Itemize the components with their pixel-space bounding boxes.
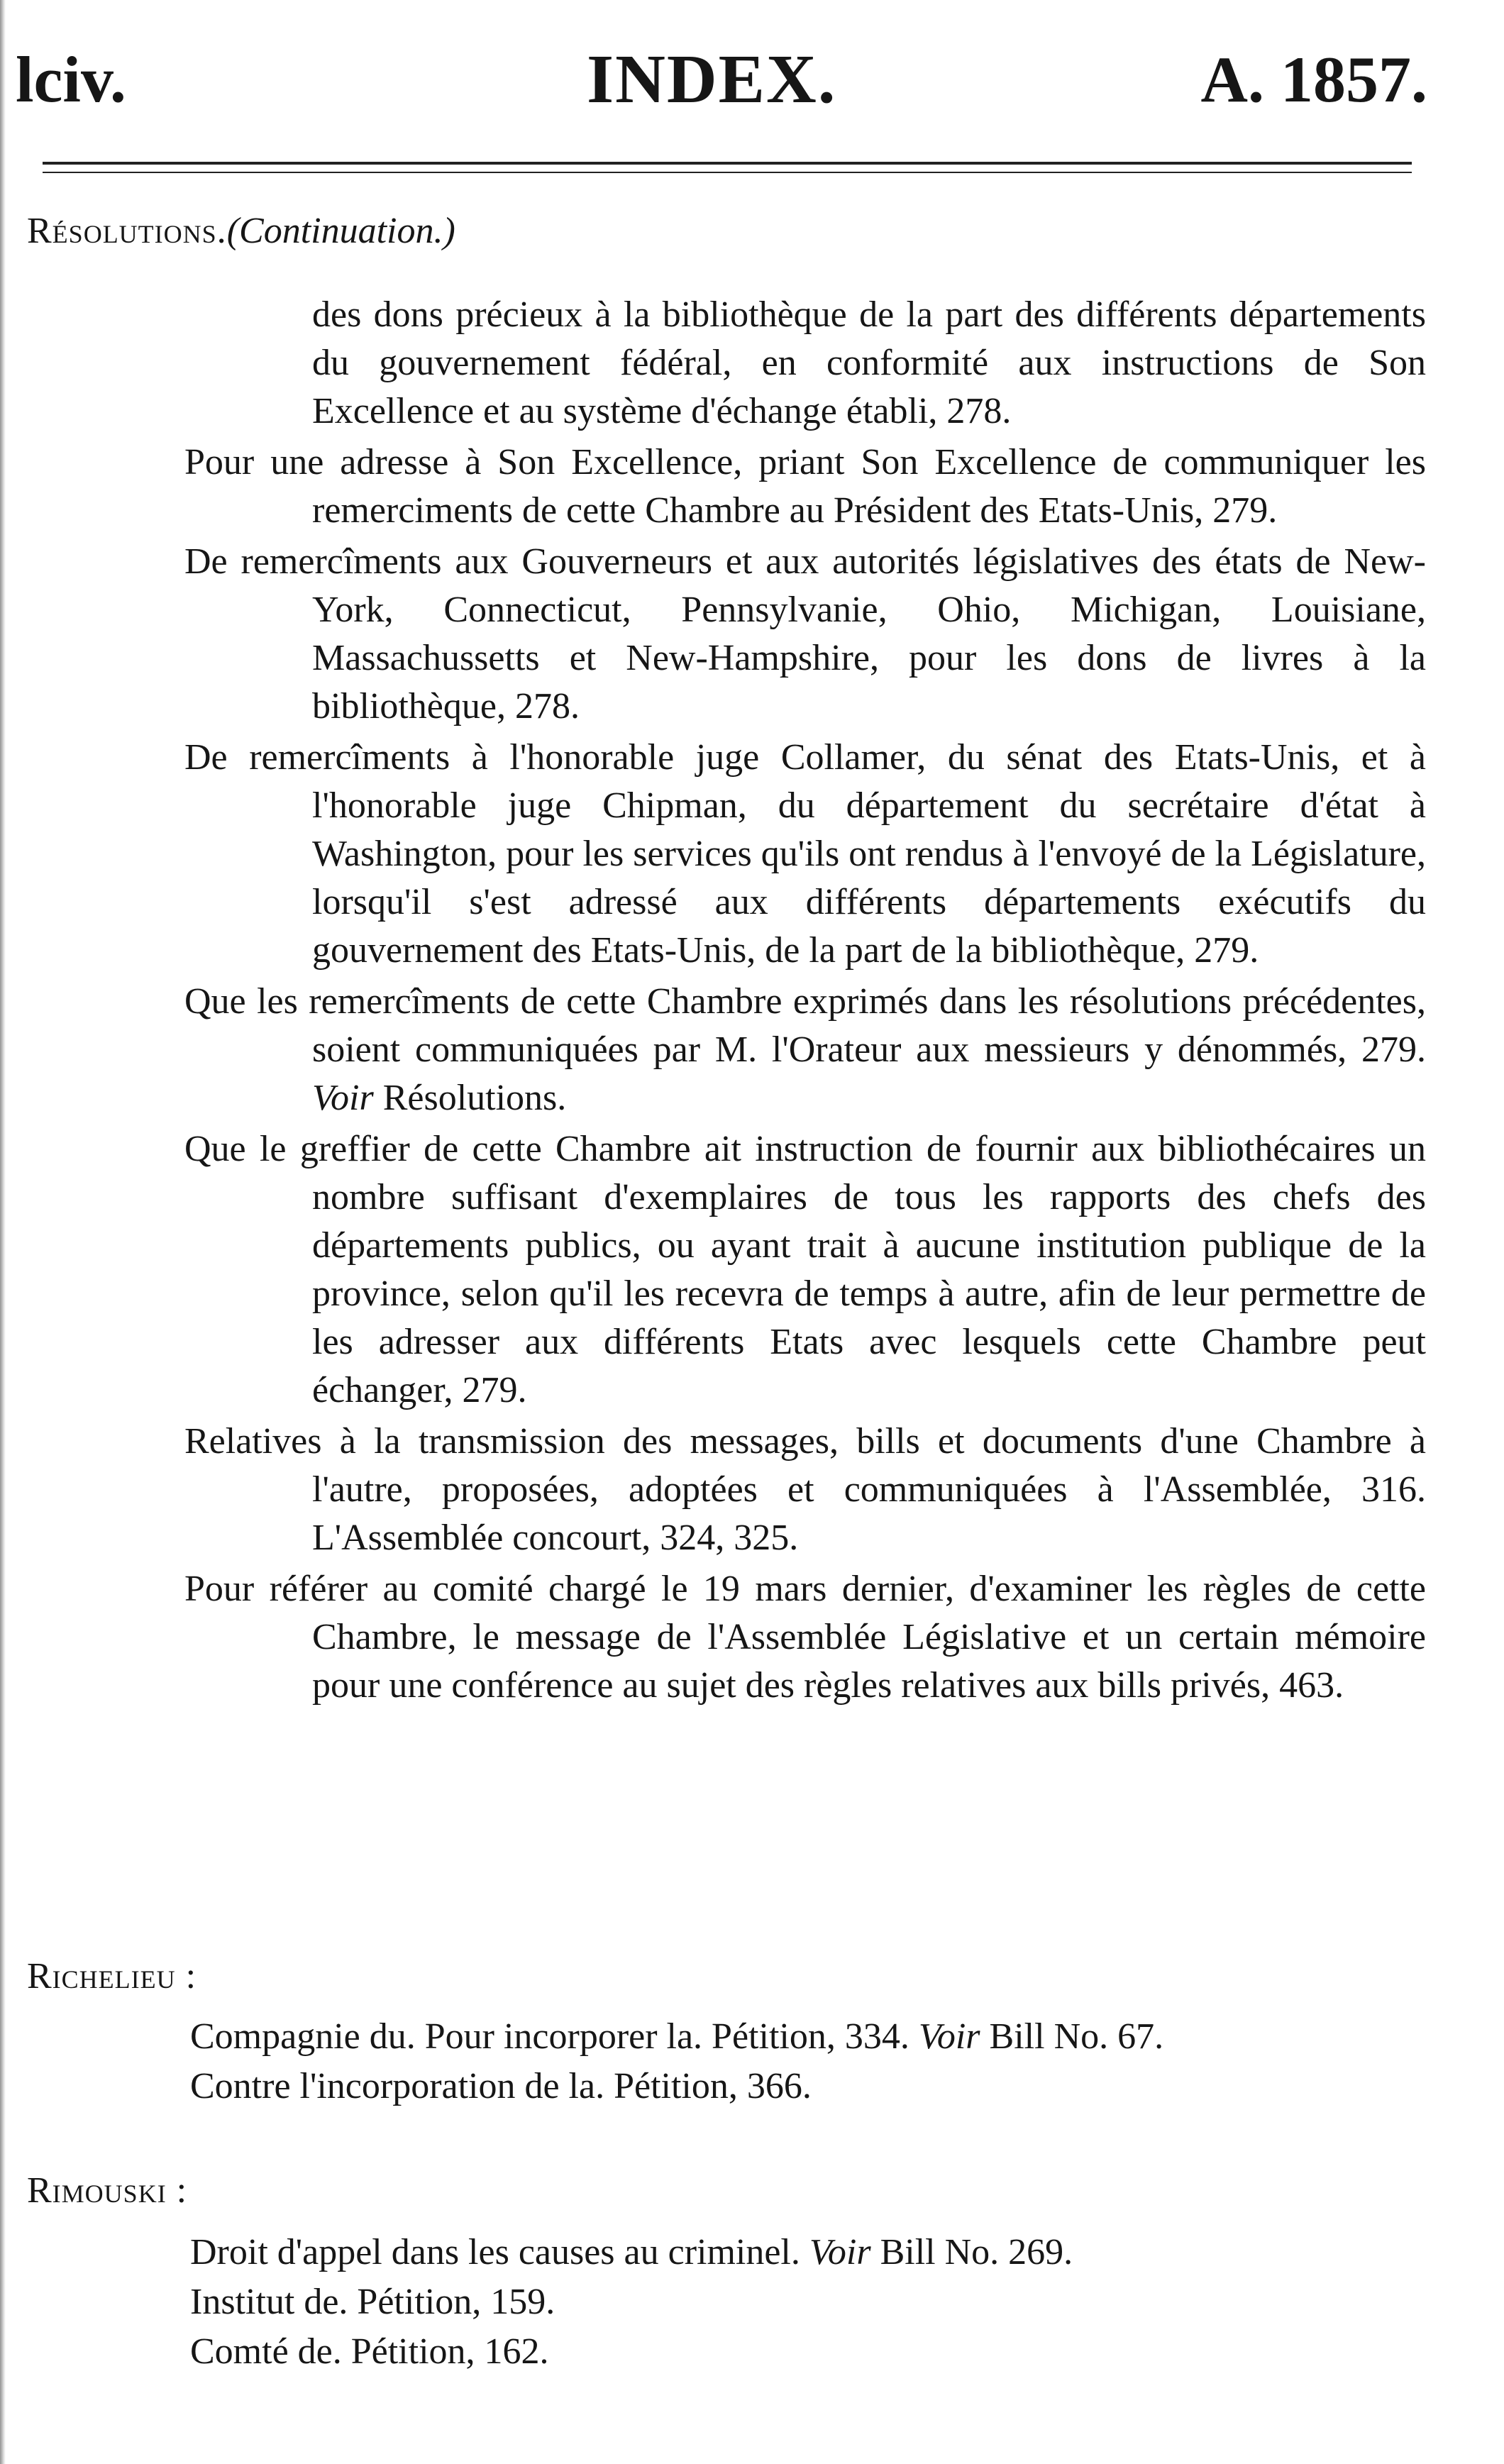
voir-label: Voir	[312, 1078, 374, 1118]
index-entry: Contre l'incorporation de la. Pétition, 366.	[190, 2066, 812, 2106]
index-entry-remerciments	[184, 978, 1426, 1122]
index-entry: Pour une adresse à Son Excellence, priant Son Excellence de communiquer les remerciments de cette Chambre au Président des Etats-Unis, 279.	[184, 442, 1426, 531]
rimouski-heading: Rimouski :	[27, 2170, 188, 2211]
richelieu-entries	[190, 2012, 1432, 2111]
section-heading-rimouski	[27, 2167, 187, 2215]
section-heading-resolutions	[27, 207, 455, 255]
index-entry: Relatives à la transmission des messages, bills et documents d'une Chambre à l'autre, proposées, adoptées et communiquées à l'Assemblée, 316. L'Assemblée concourt, 324, 325.	[184, 1421, 1426, 1558]
page-number: lciv.	[16, 43, 126, 116]
index-entry: Pour référer au comité chargé le 19 mars dernier, d'examiner les règles de cette Chambre, le message de l'Assemblée Législative et un certain mémoire pour une conférence au sujet des règles relatives aux bills privés, 463.	[184, 1569, 1426, 1706]
voir-label: Voir	[918, 2016, 980, 2057]
index-entry: De remercîments aux Gouverneurs et aux autorités législatives des états de New-York, Connecticut, Pennsylvanie, Ohio, Michigan, Louisiane, Massachussetts et New-Hampshire, pour les dons de livres à la bibliothèque, 278.	[184, 541, 1426, 727]
index-entry	[190, 2012, 1432, 2062]
index-entry	[190, 2228, 1432, 2277]
entry-reference: Bill No. 269.	[880, 2232, 1073, 2272]
index-entry: Que le greffier de cette Chambre ait instruction de fournir aux bibliothécaires un nombre suffisant d'exemplaires de tous les rapports des chefs des départements publics, ou ayant trait à aucune institution publique de la province, selon qu'il les recevra de temps à autre, afin de leur permettre de les adresser aux différents Etats avec lesquels cette Chambre peut échanger, 279.	[184, 1129, 1426, 1410]
continuation-label: (Continuation.)	[226, 211, 455, 251]
entry-text: Compagnie du. Pour incorporer la. Pétition, 334.	[190, 2016, 909, 2057]
index-entry: Comté de. Pétition, 162.	[190, 2331, 549, 2372]
section-heading-richelieu	[27, 1952, 197, 2001]
index-entry: De remercîments à l'honorable juge Collamer, du sénat des Etats-Unis, et à l'honorable juge Chipman, du département du secrétaire d'état à Washington, pour les services qu'ils ont rendus à l'envoyé de la Législature, lorsqu'il s'est adressé aux différents départements exécutifs du gouvernement des Etats-Unis, de la part de la bibliothèque, 279.	[184, 737, 1426, 971]
entry-reference: Résolutions.	[382, 1078, 567, 1118]
year-label: A. 1857.	[1200, 43, 1427, 116]
index-entry: Institut de. Pétition, 159.	[190, 2282, 555, 2322]
entry-text: Droit d'appel dans les causes au criminel.	[190, 2232, 800, 2272]
entry-text: Que les remercîments de cette Chambre exprimés dans les résolutions précédentes, soient communiquées par M. l'Orateur aux messieurs y dénommés, 279.	[184, 981, 1426, 1070]
continuation-entry: des dons précieux à la bibliothèque de la part des différents départements du gouvernement fédéral, en conformité aux instructions de Son Excellence et au système d'échange établi, 278.	[312, 294, 1426, 431]
richelieu-heading: Richelieu :	[27, 1956, 197, 1996]
page-title: INDEX.	[587, 41, 837, 118]
resolutions-entries	[184, 291, 1426, 1713]
resolutions-heading-label: Résolutions.	[27, 211, 227, 251]
rimouski-entries	[190, 2228, 1432, 2377]
entry-reference: Bill No. 67.	[989, 2016, 1164, 2057]
voir-label: Voir	[809, 2232, 871, 2272]
